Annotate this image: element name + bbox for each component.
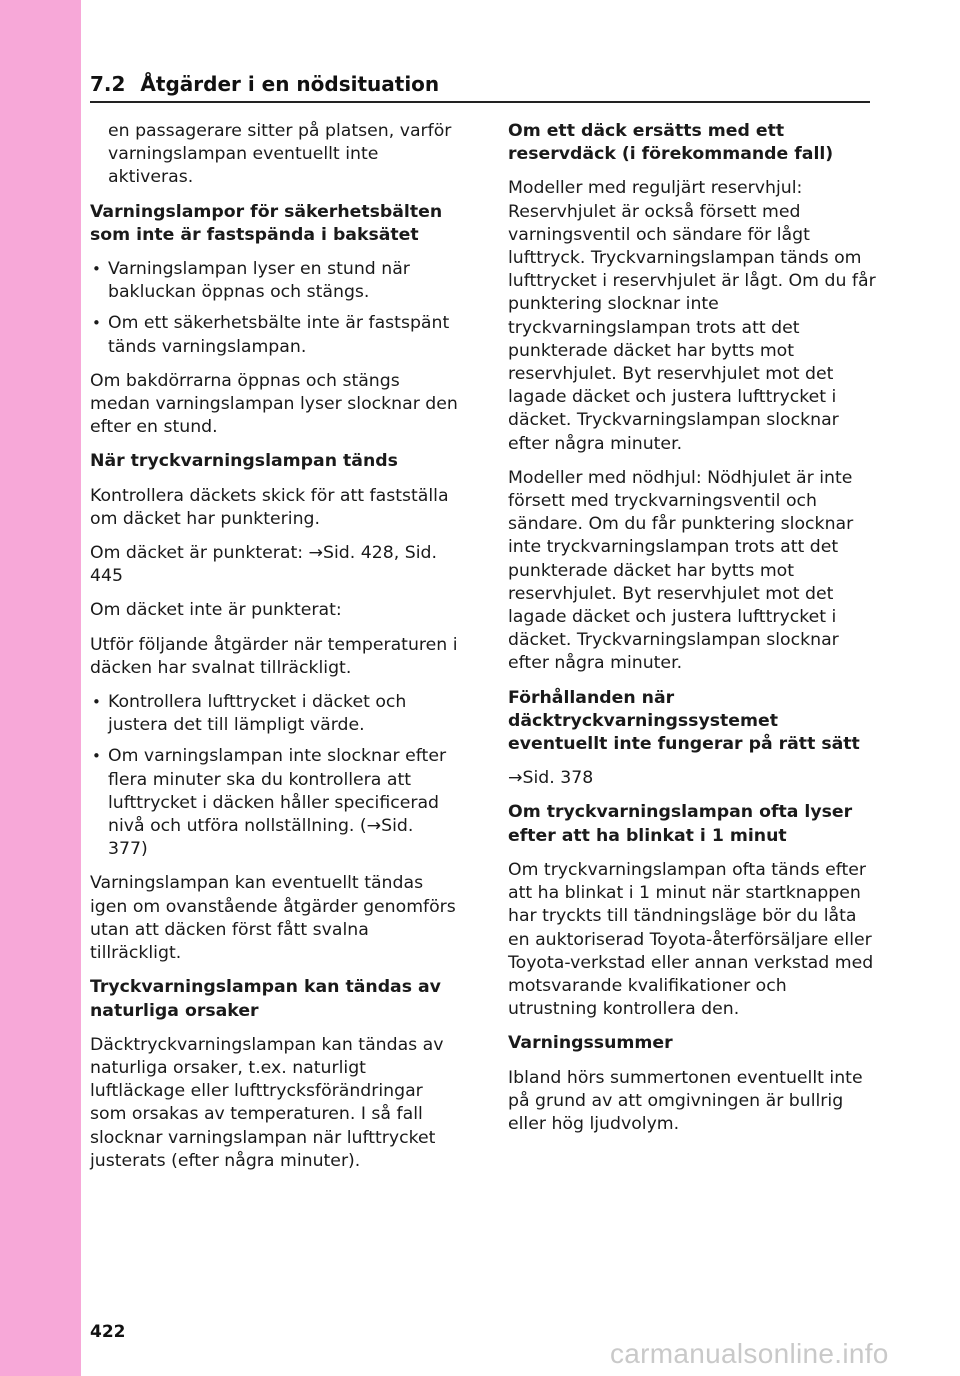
subheading: Om ett däck ersätts med ett reservdäck (i förekommande fall) — [508, 121, 834, 165]
paragraph: Modeller med reguljärt reservhjul: Reservhjulet är också försett med varningsventil och sändare för lågt lufttryck. Tryckvarningslampan tänds om lufttrycket i reservhjulet är lågt. Om du får punktering slocknar inte tryckvarningslampan trots att det punkterade däcket har bytts mot reservhjulet. Byt reservhjulet mot det lagade däcket och justera lufttrycket i däcket. Tryckvarningslampan slocknar efter några minuter. — [508, 178, 876, 454]
subheading: När tryckvarningslampan tänds — [90, 451, 398, 472]
subheading: Tryckvarningslampan kan tändas av naturliga orsaker — [90, 977, 441, 1021]
paragraph: Däcktryckvarningslampan kan tändas av naturliga orsaker, t.ex. naturligt luftläckage eller lufttrycksförändringar som orsakas av temperaturen. I så fall slocknar varningslampan när lufttrycket justerats (efter några minuter). — [90, 1034, 444, 1171]
paragraph: Ibland hörs summertonen eventuellt inte på grund av att omgivningen är bullrig eller hög ljudvolym. — [508, 1067, 863, 1134]
header-rule — [90, 101, 870, 103]
list-item: • Varningslampan lyser en stund när bakluckan öppnas och stängs. — [90, 258, 458, 304]
subheading: Förhållanden när däcktryckvarningssystemet eventuellt inte fungerar på rätt sätt — [508, 687, 860, 755]
right-column — [508, 120, 878, 1147]
page-number: 422 — [90, 1322, 126, 1342]
paragraph: Modeller med nödhjul: Nödhjulet är inte försett med tryckvarningsventil och sändare. Om du får punktering slocknar inte tryckvarningslampan trots att det punkterade däcket har bytts mot reservhjulet. Byt reservhjulet mot det lagade däcket och justera lufttrycket i däcket. Tryckvarningslampan slocknar efter några minuter. — [508, 467, 854, 674]
section-title: Åtgärder i en nödsituation — [140, 72, 440, 96]
paragraph: en passagerare sitter på platsen, varför varningslampan eventuellt inte aktiveras. — [108, 121, 452, 188]
paragraph: Varningslampan kan eventuellt tändas igen om ovanstående åtgärder genomförs utan att däcken först fått svalna tillräckligt. — [90, 873, 456, 964]
subheading: Om tryckvarningslampan ofta lyser efter att ha blinkat i 1 minut — [508, 802, 853, 846]
section-header — [90, 72, 870, 96]
paragraph: Utför följande åtgärder när temperaturen i däcken har svalnat tillräckligt. — [90, 634, 458, 678]
list-item: • Om ett säkerhetsbälte inte är fastspänt tänds varningslampan. — [90, 312, 458, 358]
watermark: carmanualsonline.info — [610, 1338, 889, 1369]
bullet-list — [90, 258, 458, 359]
paragraph: Om däcket är punkterat: →Sid. 428, Sid. 445 — [90, 543, 437, 587]
list-item: • Kontrollera lufttrycket i däcket och justera det till lämpligt värde. — [90, 691, 458, 737]
list-item: • Om varningslampan inte slocknar efter flera minuter ska du kontrollera att lufttrycket i däcken håller specificerad nivå och utföra nollställning. (→Sid. 377) — [90, 745, 458, 861]
paragraph: Kontrollera däckets skick för att fastställa om däcket har punktering. — [90, 485, 449, 529]
paragraph: Om däcket inte är punkterat: — [90, 600, 342, 621]
section-color-tab — [0, 0, 81, 1376]
subheading: Varningssummer — [508, 1033, 673, 1054]
section-number: 7.2 — [90, 72, 126, 96]
left-column — [90, 120, 458, 1184]
paragraph: Om bakdörrarna öppnas och stängs medan varningslampan lyser slocknar den efter en stund. — [90, 370, 458, 438]
subheading: Varningslampor för säkerhetsbälten som inte är fastspända i baksätet — [90, 201, 443, 245]
paragraph: Om tryckvarningslampan ofta tänds efter att ha blinkat i 1 minut när startknappen har tryckts till tändningsläge bör du låta en auktoriserad Toyota-återförsäljare eller Toyota-verkstad eller annan verkstad med motsvarande kvalifikationer och utrustning kontrollera den. — [508, 859, 874, 1020]
bullet-list — [90, 691, 458, 861]
page-reference: →Sid. 378 — [508, 768, 594, 789]
